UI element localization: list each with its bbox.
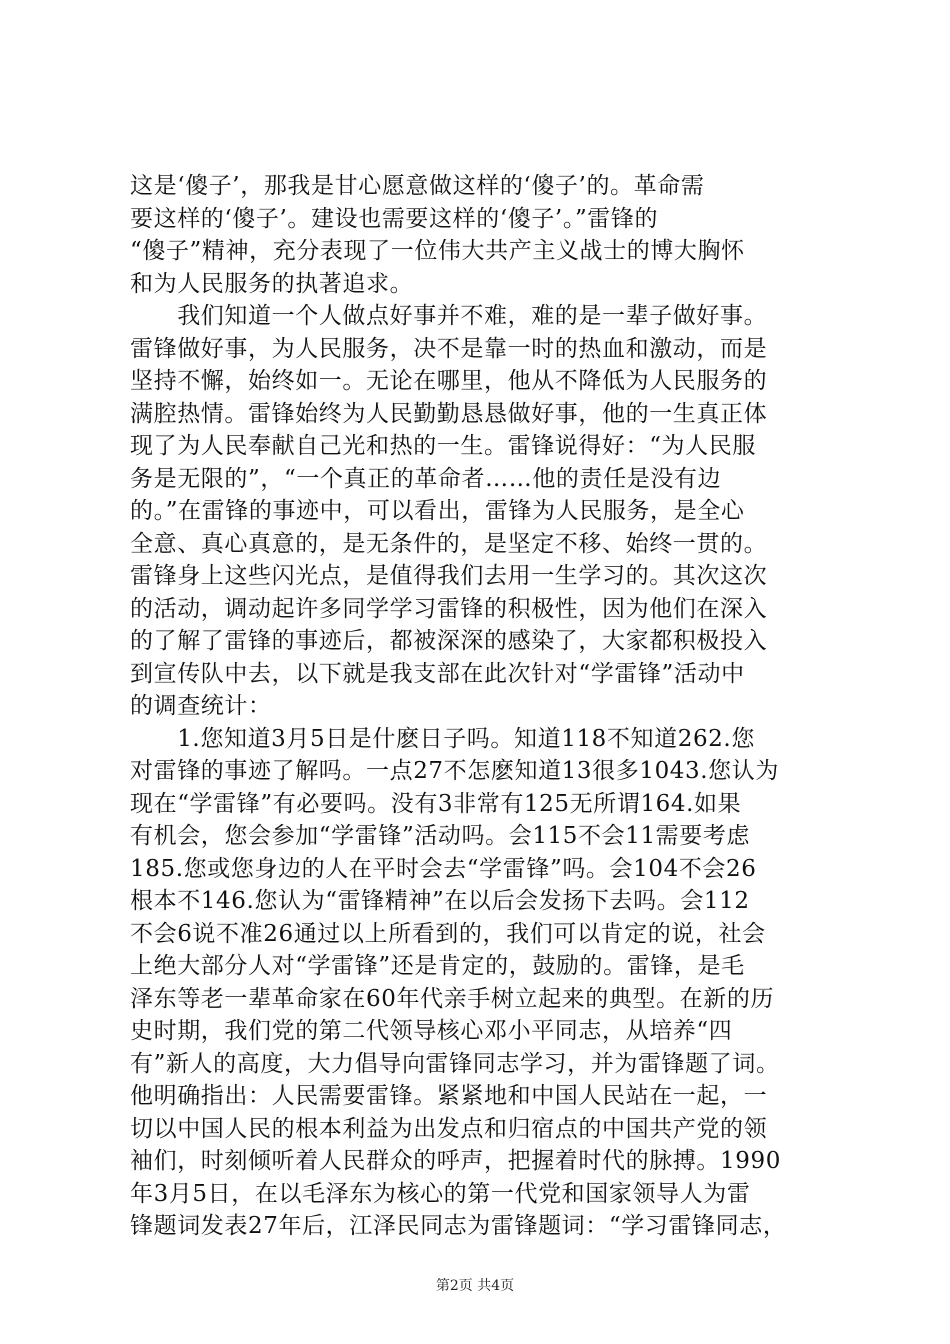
text-line: 满腔热情。雷锋始终为人民勤勤恳恳做好事，他的一生真正体 [130,400,768,427]
text-line: 雷锋身上这些闪光点，是值得我们去用一生学习的。其次这次 [130,563,768,589]
text-line: 我们知道一个人做点好事并不难，难的是一辈子做好事。 [130,303,768,329]
text-line: 切以中国人民的根本利益为出发点和归宿点的中国共产党的领 [130,1115,768,1142]
text-line: 年3月5日，在以毛泽东为核心的第一代党和国家领导人为雷 [130,1180,751,1207]
text-line: 泽东等老一辈革命家在60年代亲手树立起来的典型。在新的历 [130,985,775,1012]
text-line: 有机会，您会参加“学雷锋”活动吗。会115不会11需要考虑 [130,823,751,849]
text-line: 对雷锋的事迹了解吗。一点27不怎麽知道13很多1043.您认为 [130,758,779,784]
text-line: 185.您或您身边的人在平时会去“学雷锋”吗。会104不会26 [130,855,757,882]
text-line: 根本不146.您认为“雷锋精神”在以后会发扬下去吗。会112 [130,888,750,914]
text-line: 和为人民服务的执著追求。 [130,270,414,297]
text-line: 现在“学雷锋”有必要吗。没有3非常有125无所谓164.如果 [130,790,742,817]
text-line: 雷锋做好事，为人民服务，决不是靠一时的热血和激动，而是 [130,335,768,362]
text-line: “傻子”精神，充分表现了一位伟大共产主义战士的博大胸怀 [130,238,745,264]
text-line: 不会6说不准26通过以上所看到的，我们可以肯定的说，社会 [130,920,766,947]
text-line: 锋题词发表27年后，江泽民同志为雷锋题词：“学习雷锋同志， [130,1213,787,1239]
text-line: 的了解了雷锋的事迹后，都被深深的感染了，大家都积极投入 [130,628,768,654]
body-text [130,170,850,1243]
text-line: 务是无限的”，“一个真正的革命者……他的责任是没有边 [130,465,722,492]
text-line: 有”新人的高度，大力倡导向雷锋同志学习，并为雷锋题了词。 [130,1050,780,1077]
text-line: 要这样的‘傻子’。建设也需要这样的‘傻子’。”雷锋的 [130,205,659,232]
text-line: 上绝大部分人对“学雷锋”还是肯定的，鼓励的。雷锋，是毛 [130,953,745,979]
text-line: 的活动，调动起许多同学学习雷锋的积极性，因为他们在深入 [130,595,768,622]
text-line: 全意、真心真意的，是无条件的，是坚定不移、始终一贯的。 [130,530,768,557]
text-line: 到宣传队中去，以下就是我支部在此次针对“学雷锋”活动中 [130,660,745,687]
text-line: 的调查统计： [130,693,272,719]
text-line: 坚持不懈，始终如一。无论在哪里，他从不降低为人民服务的 [130,368,768,394]
page-number-label: 第2页 共4页 [435,1278,515,1294]
text-line: 的。”在雷锋的事迹中，可以看出，雷锋为人民服务，是全心 [130,498,745,524]
text-line: 他明确指出：人民需要雷锋。紧紧地和中国人民站在一起，一 [130,1083,768,1109]
text-line: 史时期，我们党的第二代领导核心邓小平同志，从培养“四 [130,1018,733,1044]
page-footer [0,1276,950,1296]
text-line: 袖们，时刻倾听着人民群众的呼声，把握着时代的脉搏。1990 [130,1148,781,1174]
text-line: 1.您知道3月5日是什麽日子吗。知道118不知道262.您 [130,725,755,752]
text-line: 现了为人民奉献自己光和热的一生。雷锋说得好：“为人民服 [130,433,756,459]
text-line: 这是‘傻子’，那我是甘心愿意做这样的‘傻子’的。革命需 [130,173,705,199]
